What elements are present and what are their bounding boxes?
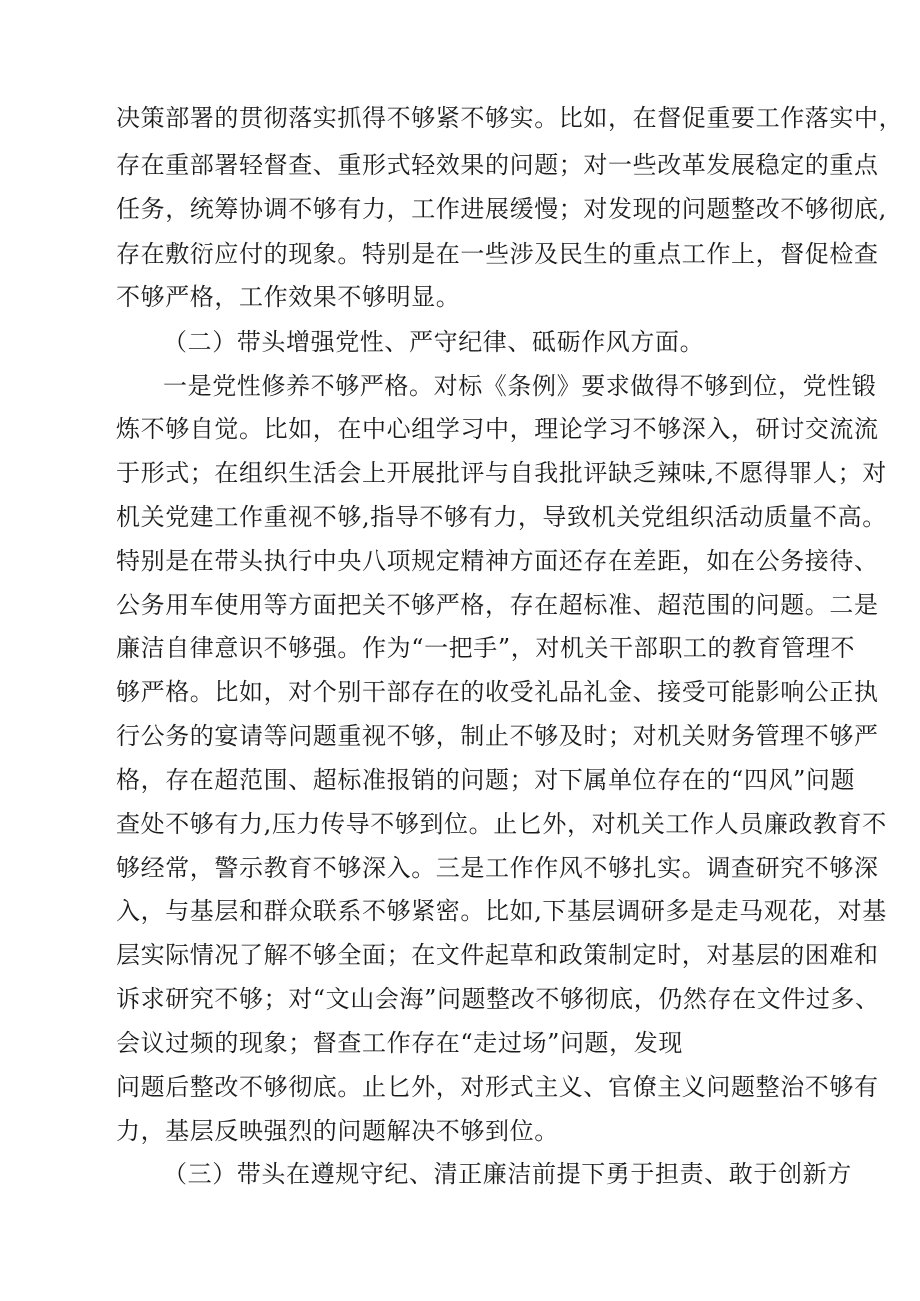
body-text-line: 入，与基层和群众联系不够紧密。比如,下基层调研多是走马观花，对基: [116, 897, 887, 925]
body-text-line: 力，基层反映强烈的问题解决不够到位。: [116, 1117, 559, 1145]
body-text-line: 机关党建工作重视不够,指导不够有力，导致机关党组织活动质量不高。: [116, 503, 887, 531]
section-heading: （二）带头增强党性、严守纪律、砥砺作风方面。: [163, 328, 705, 356]
body-text-line: 炼不够自觉。比如，在中心组学习中，理论学习不够深入，研讨交流流: [116, 415, 879, 443]
body-text-line: 问题后整改不够彻底。止匕外，对形式主义、官僚主义问题整治不够有: [116, 1073, 879, 1101]
body-text-line: 查处不够有力,压力传导不够到位。止匕外，对机关工作人员廉政教育不: [116, 810, 887, 838]
body-text-line: 廉洁自律意识不够强。作为“一把手”，对机关干部职工的教育管理不: [116, 634, 856, 662]
body-text-line: 行公务的宴请等问题重视不够，制止不够及时；对机关财务管理不够严: [116, 722, 879, 750]
body-text-line: 会议过频的现象；督查工作存在“走过场”问题，发现: [116, 1029, 683, 1057]
section-heading: （三）带头在遵规守纪、清正廉洁前提下勇于担责、敢于创新方: [163, 1160, 852, 1188]
body-text-line: 存在敷衍应付的现象。特别是在一些涉及民生的重点工作上，督促检查: [116, 240, 879, 268]
body-text-line: 诉求研究不够；对“文山会海”问题整改不够彻底，仍然存在文件过多、: [116, 985, 880, 1013]
body-text-line: 公务用车使用等方面把关不够严格，存在超标准、超范围的问题。二是: [116, 591, 879, 619]
body-text-line: 够经常，警示教育不够深入。三是工作作风不够扎实。调查研究不够深: [116, 854, 879, 882]
body-text-line: 决策部署的贯彻落实抓得不够紧不够实。比如，在督促重要工作落实中，: [116, 104, 904, 132]
body-text-line: 于形式；在组织生活会上开展批评与自我批评缺乏辣味,不愿得罪人；对: [116, 459, 887, 487]
body-text-line: 格，存在超范围、超标准报销的问题；对下属单位存在的“四风”问题: [116, 766, 856, 794]
body-text-line: 够严格。比如，对个别干部存在的收受礼品礼金、接受可能影响公正执: [116, 678, 879, 706]
body-text-line: 一是党性修养不够严格。对标《条例》要求做得不够到位，党性锻: [163, 372, 877, 400]
body-text-line: 不够严格，工作效果不够明显。: [116, 283, 461, 311]
body-text-line: 存在重部署轻督查、重形式轻效果的问题；对一些改革发展稳定的重点: [116, 151, 879, 179]
body-text-line: 特别是在带头执行中央八项规定精神方面还存在差距，如在公务接待、: [116, 547, 879, 575]
body-text-line: 层实际情况了解不够全面；在文件起草和政策制定时，对基层的困难和: [116, 941, 879, 969]
body-text-line: 任务，统筹协调不够有力，工作进展缓慢；对发现的问题整改不够彻底,: [116, 195, 887, 223]
